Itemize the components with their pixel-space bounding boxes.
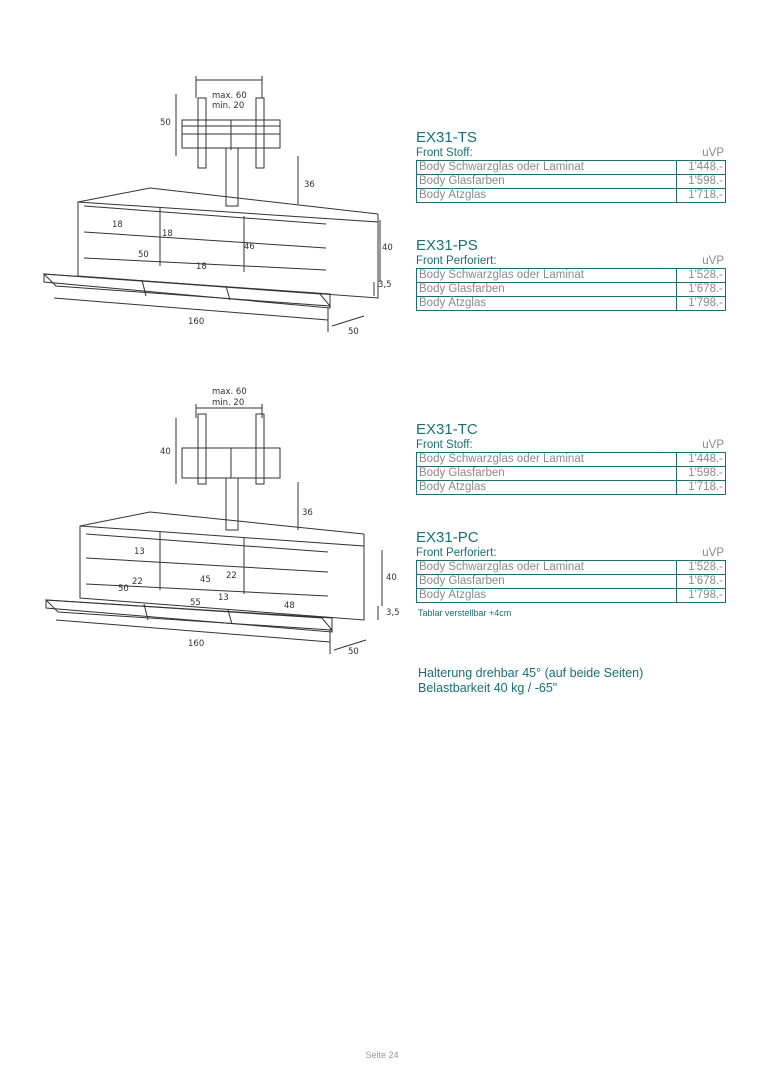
- model-title: EX31-PC: [416, 529, 479, 546]
- dim-label: 50: [138, 250, 149, 260]
- dim-label: 55: [190, 598, 201, 608]
- dim-label: 36: [304, 180, 315, 190]
- variant-price: 1'718.-: [677, 189, 726, 203]
- dim-label: 13: [218, 593, 229, 603]
- dim-label: 50: [348, 647, 359, 657]
- dim-label: 22: [132, 577, 143, 587]
- table-row: [417, 589, 726, 603]
- variant-label: Body Schwarzglas oder Laminat: [417, 561, 677, 575]
- dim-label: 50: [118, 584, 129, 594]
- variant-label: Body Ätzglas: [417, 189, 677, 203]
- variant-label: Body Schwarzglas oder Laminat: [417, 453, 677, 467]
- price-table: [416, 268, 726, 311]
- dim-label: 46: [244, 242, 255, 252]
- dim-label: 40: [160, 447, 171, 457]
- dim-label: 18: [112, 220, 123, 230]
- variant-price: 1'528.-: [677, 269, 726, 283]
- variant-label: Body Glasfarben: [417, 575, 677, 589]
- dim-label: 3,5: [378, 280, 392, 290]
- product-block-ex31-pc: [416, 529, 726, 603]
- dim-label: 36: [302, 508, 313, 518]
- dim-label: 40: [382, 243, 393, 253]
- furniture-drawing-ts-ps: [30, 70, 410, 350]
- info-line-load: Belastbarkeit 40 kg / -65": [418, 681, 558, 695]
- front-header: [416, 254, 726, 268]
- variant-price: 1'448.-: [677, 161, 726, 175]
- price-table: [416, 560, 726, 603]
- table-row: [417, 467, 726, 481]
- variant-price: 1'718.-: [677, 481, 726, 495]
- front-header: [416, 438, 726, 452]
- variant-label: Body Schwarzglas oder Laminat: [417, 269, 677, 283]
- dim-label: min. 20: [212, 398, 245, 408]
- price-header: uVP: [702, 439, 724, 451]
- dim-label: 160: [188, 317, 205, 327]
- price-table: [416, 452, 726, 495]
- variant-label: Body Glasfarben: [417, 467, 677, 481]
- variant-label: Body Glasfarben: [417, 175, 677, 189]
- dim-label: 45: [200, 575, 211, 585]
- front-header: [416, 146, 726, 160]
- dim-label: min. 20: [212, 101, 245, 111]
- furniture-drawing-tc-pc: [30, 384, 410, 664]
- dim-label: 18: [162, 229, 173, 239]
- price-header: uVP: [702, 255, 724, 267]
- variant-price: 1'528.-: [677, 561, 726, 575]
- dim-label: 48: [284, 601, 295, 611]
- product-block-ex31-ts: [416, 129, 726, 203]
- info-line-rotation: Halterung drehbar 45° (auf beide Seiten): [418, 666, 644, 680]
- table-row: [417, 175, 726, 189]
- dim-label: 22: [226, 571, 237, 581]
- dim-label: 13: [134, 547, 145, 557]
- front-header: [416, 546, 726, 560]
- model-title: EX31-TS: [416, 129, 477, 146]
- dim-label: max. 60: [212, 387, 247, 397]
- table-row: [417, 283, 726, 297]
- front-label: Front Stoff:: [416, 147, 473, 159]
- table-row: [417, 189, 726, 203]
- table-row: [417, 561, 726, 575]
- product-block-ex31-ps: [416, 237, 726, 311]
- table-row: [417, 453, 726, 467]
- front-label: Front Perforiert:: [416, 255, 497, 267]
- product-block-ex31-tc: [416, 421, 726, 495]
- table-row: [417, 297, 726, 311]
- mount-info: [418, 666, 643, 696]
- variant-price: 1'678.-: [677, 575, 726, 589]
- variant-label: Body Ätzglas: [417, 481, 677, 495]
- price-header: uVP: [702, 547, 724, 559]
- dim-label: 50: [348, 327, 359, 337]
- dim-label: 50: [160, 118, 171, 128]
- page-number: Seite 24: [365, 1050, 399, 1060]
- table-row: [417, 481, 726, 495]
- variant-label: Body Ätzglas: [417, 297, 677, 311]
- variant-price: 1'798.-: [677, 589, 726, 603]
- variant-price: 1'678.-: [677, 283, 726, 297]
- variant-price: 1'798.-: [677, 297, 726, 311]
- tablar-note: Tablar verstellbar +4cm: [418, 608, 512, 618]
- dim-label: 40: [386, 573, 397, 583]
- model-title: EX31-TC: [416, 421, 478, 438]
- front-label: Front Perforiert:: [416, 547, 497, 559]
- variant-label: Body Glasfarben: [417, 283, 677, 297]
- dim-label: 3,5: [386, 608, 400, 618]
- table-row: [417, 575, 726, 589]
- price-header: uVP: [702, 147, 724, 159]
- variant-label: Body Schwarzglas oder Laminat: [417, 161, 677, 175]
- front-label: Front Stoff:: [416, 439, 473, 451]
- dim-label: 18: [196, 262, 207, 272]
- variant-price: 1'448.-: [677, 453, 726, 467]
- variant-label: Body Ätzglas: [417, 589, 677, 603]
- dim-label: max. 60: [212, 91, 247, 101]
- model-title: EX31-PS: [416, 237, 478, 254]
- variant-price: 1'598.-: [677, 467, 726, 481]
- dim-label: 160: [188, 639, 205, 649]
- table-row: [417, 269, 726, 283]
- price-table: [416, 160, 726, 203]
- table-row: [417, 161, 726, 175]
- variant-price: 1'598.-: [677, 175, 726, 189]
